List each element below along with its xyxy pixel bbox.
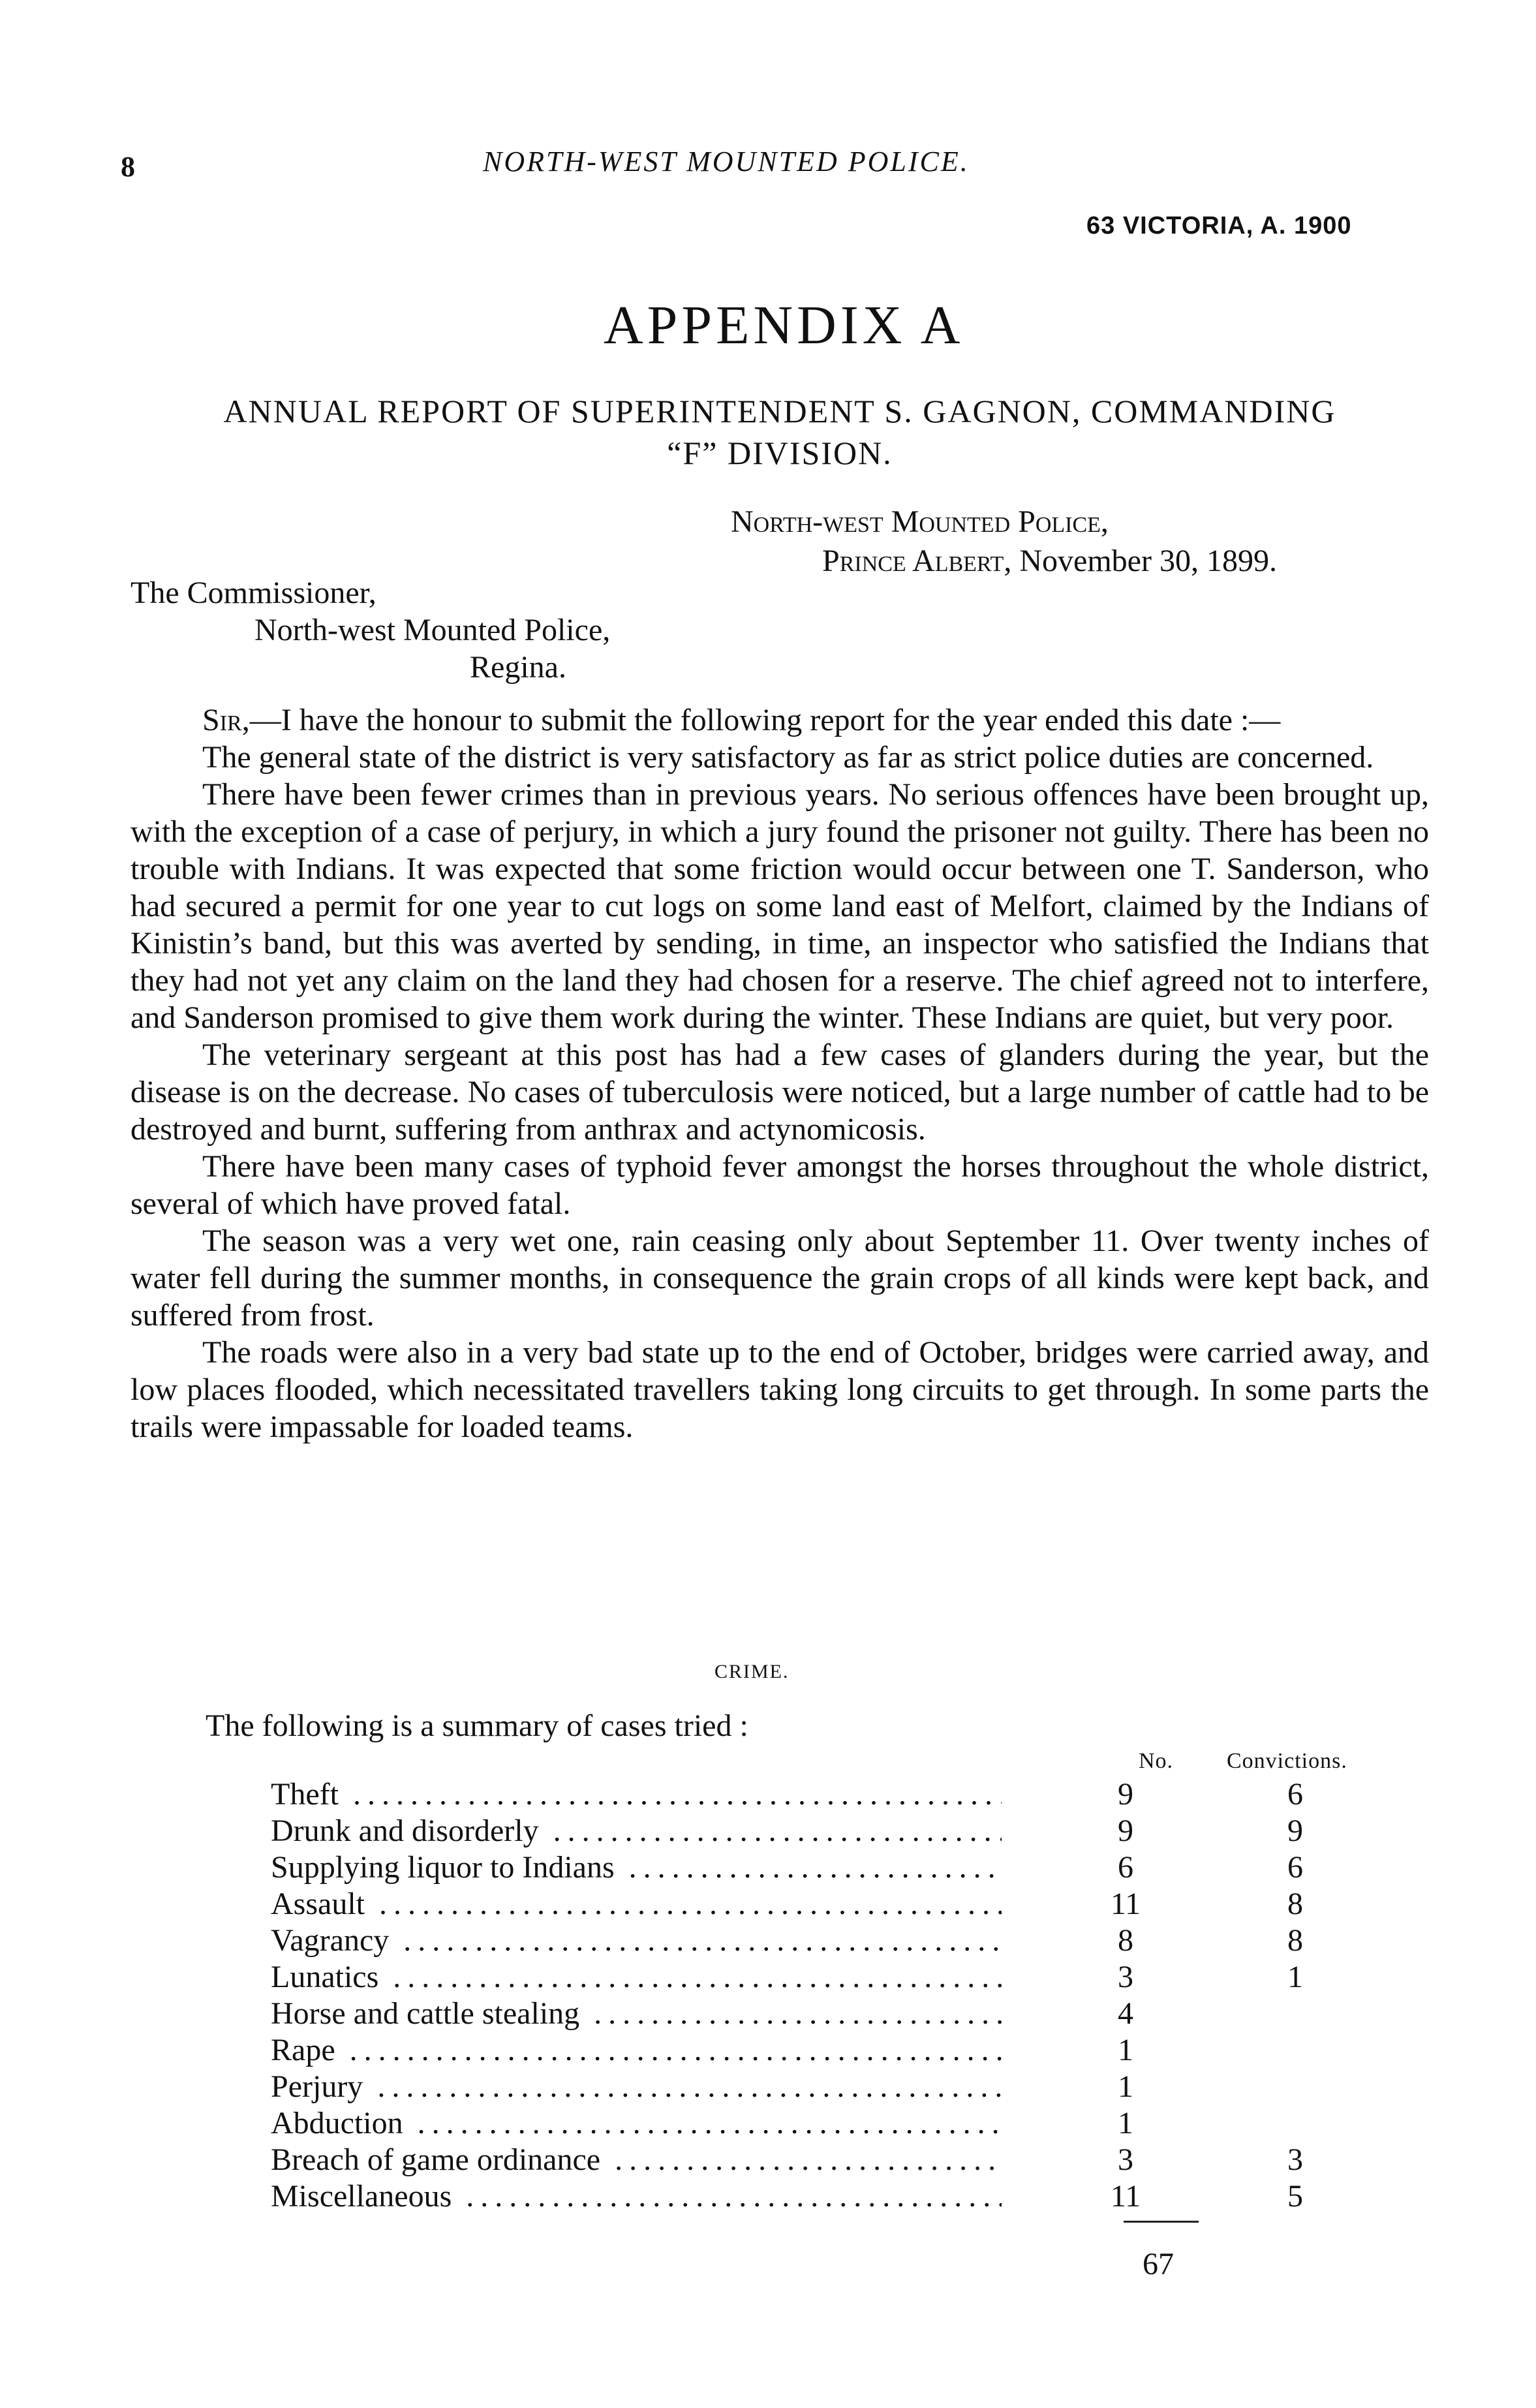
case-count: 8 xyxy=(1118,1923,1133,1958)
table-row xyxy=(271,1996,1432,2032)
session-label: 63 VICTORIA, A. 1900 xyxy=(1086,212,1352,239)
paragraph-1-text: —I have the honour to submit the following report for the year ended this date :— xyxy=(249,703,1281,737)
case-count: 11 xyxy=(1110,2179,1141,2214)
case-count: 1 xyxy=(1118,2106,1133,2140)
table-row xyxy=(271,1922,1432,1959)
case-count: 6 xyxy=(1118,1850,1133,1885)
total-rule xyxy=(1124,2221,1199,2223)
letterhead-place: Prince Albert, xyxy=(822,544,1012,578)
offence-label: Breach of game ordinance ..... xyxy=(271,2142,1002,2178)
case-count: 3 xyxy=(1118,1960,1133,1994)
offence-label: Drunk and disorderly ..... xyxy=(271,1813,1002,1849)
table-row xyxy=(271,1849,1432,1886)
offence-label: Theft ..... xyxy=(271,1776,1002,1812)
offence-label: Lunatics ..... xyxy=(271,1959,1002,1995)
conviction-count: 9 xyxy=(1287,1814,1303,1848)
conviction-count: 8 xyxy=(1287,1887,1303,1921)
conviction-count: 3 xyxy=(1287,2142,1303,2177)
paragraph-3: There have been fewer crimes than in previous years. No serious offences have been brought up, with the exception of a case of perjury, in which a jury found the prisoner not guilty. There has been no trouble with Indians. It was expected that some friction would occur between one T. Sanderson, who had secured a permit for one year to cut logs on some land east of Melfort, claimed by the Indians of Kinistin’s band, but this was averted by sending, in time, an inspector who satisfied the Indians that they had not yet any claim on the land they had chosen for a reserve. The chief agreed not to interfere, and Sanderson promised to give them work during the winter. These Indians are quiet, but very poor. xyxy=(131,777,1429,1035)
letterhead-date: November 30, 1899. xyxy=(1011,544,1277,578)
paragraph-salutation xyxy=(131,702,1429,739)
report-body xyxy=(131,702,1429,1445)
conviction-count: 5 xyxy=(1287,2179,1303,2214)
running-title: NORTH-WEST MOUNTED POLICE. xyxy=(483,146,970,178)
addressee-line-2: North-west Mounted Police, xyxy=(254,613,611,647)
report-title-line-2: “F” DIVISION. xyxy=(667,435,893,471)
table-row xyxy=(271,1813,1432,1849)
report-title xyxy=(131,390,1429,474)
case-count: 3 xyxy=(1118,2142,1133,2177)
letterhead-line-2 xyxy=(731,542,1277,581)
report-title-line-1: ANNUAL REPORT OF SUPERINTENDENT S. GAGNON, COMMANDING xyxy=(223,393,1336,429)
table-row xyxy=(271,2142,1432,2178)
offence-label: Assault ..... xyxy=(271,1886,1002,1922)
case-count: 1 xyxy=(1118,2033,1133,2067)
paragraph-6: The season was a very wet one, rain ceasing only about September 11. Over twenty inches of water fell during the summer months, in consequence the grain crops of all kinds were kept back, and suffered from frost. xyxy=(131,1224,1429,1333)
offence-label: Rape ..... xyxy=(271,2032,1002,2068)
case-count: 11 xyxy=(1110,1887,1141,1921)
table-row xyxy=(271,1776,1432,1813)
salutation: Sir, xyxy=(202,703,250,737)
case-count: 1 xyxy=(1118,2069,1133,2104)
addressee-line-3: Regina. xyxy=(470,650,566,685)
paragraph-4: The veterinary sergeant at this post has had a few cases of glanders during the year, but the disease is on the decrease. No cases of tuberculosis were noticed, but a large number of cattle had to be destroyed and burnt, suffering from anthrax and actynomicosis. xyxy=(131,1038,1429,1147)
addressee-line-1: The Commissioner, xyxy=(131,576,376,610)
offence-label: Miscellaneous ..... xyxy=(271,2178,1002,2214)
case-count: 9 xyxy=(1118,1777,1133,1812)
appendix-title: APPENDIX A xyxy=(604,295,964,356)
letterhead xyxy=(731,502,1277,581)
offence-label: Horse and cattle stealing ..... xyxy=(271,1996,1002,2031)
table-row xyxy=(271,1959,1432,1996)
case-count: 9 xyxy=(1118,1814,1133,1848)
table-row xyxy=(271,2105,1432,2142)
offence-label: Abduction ..... xyxy=(271,2105,1002,2141)
table-row xyxy=(271,2178,1432,2215)
addressee-block xyxy=(131,574,610,686)
table-row xyxy=(271,2069,1432,2105)
crime-heading: CRIME. xyxy=(714,1661,790,1682)
column-header-convictions: Convictions. xyxy=(1227,1749,1347,1773)
total-cases: 67 xyxy=(1143,2247,1174,2281)
conviction-count: 6 xyxy=(1287,1777,1303,1812)
offence-label: Supplying liquor to Indians ..... xyxy=(271,1849,1002,1885)
case-count: 4 xyxy=(1118,1996,1133,2031)
conviction-count: 8 xyxy=(1287,1923,1303,1958)
paragraph-7: The roads were also in a very bad state up to the end of October, bridges were carried away, and low places flooded, which necessitated travellers taking long circuits to get through. In some parts the trails were impassable for loaded teams. xyxy=(131,1335,1429,1444)
offence-label: Perjury ..... xyxy=(271,2069,1002,2105)
paragraph-2: The general state of the district is very satisfactory as far as strict police duties are concerned. xyxy=(202,740,1374,775)
letterhead-line-1: North-west Mounted Police, xyxy=(731,504,1109,539)
table-row xyxy=(271,2032,1432,2069)
summary-intro: The following is a summary of cases tried : xyxy=(206,1708,748,1743)
conviction-count: 1 xyxy=(1287,1960,1303,1994)
page-number: 8 xyxy=(121,151,135,183)
conviction-count: 6 xyxy=(1287,1850,1303,1885)
column-header-no: No. xyxy=(1139,1749,1174,1773)
offence-label: Vagrancy ..... xyxy=(271,1922,1002,1958)
crime-summary-table xyxy=(271,1776,1432,2215)
paragraph-5: There have been many cases of typhoid fever amongst the horses throughout the whole district, several of which have proved fatal. xyxy=(131,1149,1429,1221)
table-row xyxy=(271,1886,1432,1922)
